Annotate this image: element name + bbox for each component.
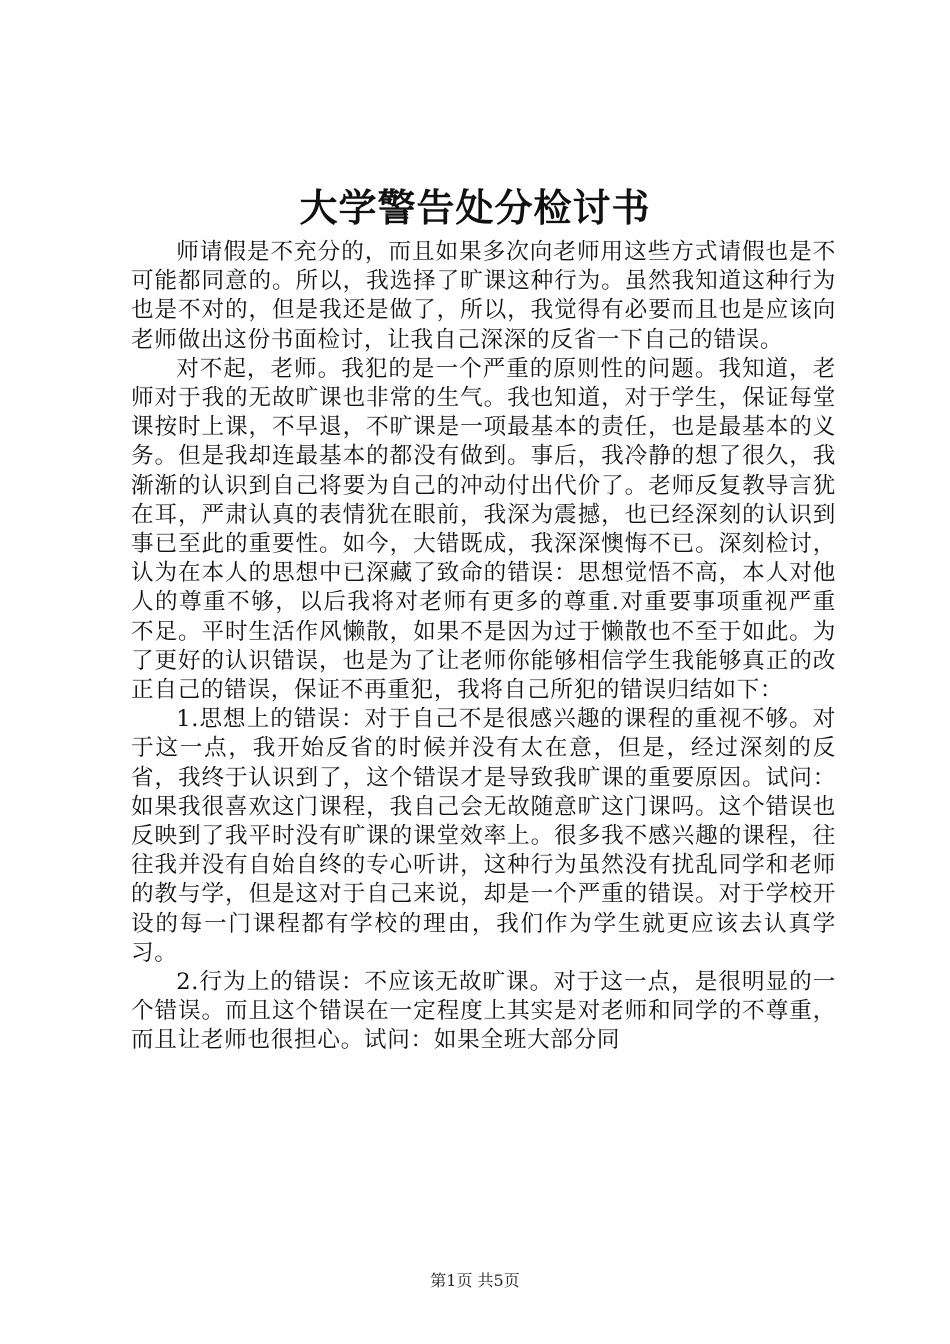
document-title: 大学警告处分检讨书: [299, 186, 651, 230]
paragraph: 师请假是不充分的，而且如果多次向老师用这些方式请假也是不可能都同意的。所以，我选择了旷课这种行为。虽然我知道这种行为也是不对的，但是我还是做了，所以，我觉得有必要而且也是应该向老师做出这份书面检讨，让我自己深深的反省一下自己的错误。: [131, 239, 836, 353]
page-number-footer: 第1页 共5页: [430, 1271, 520, 1290]
paragraph: 1.思想上的错误：对于自己不是很感兴趣的课程的重视不够。对于这一点，我开始反省的时候并没有太在意，但是，经过深刻的反省，我终于认识到了，这个错误才是导致我旷课的重要原因。试问：如果我很喜欢这门课程，我自己会无故随意旷这门课吗。这个错误也反映到了我平时没有旷课的课堂效率上。很多我不感兴趣的课程，往往我并没有自始自终的专心听讲，这种行为虽然没有扰乱同学和老师的教与学，但是这对于自己来说，却是一个严重的错误。对于学校开设的每一门课程都有学校的理由，我们作为学生就更应该去认真学习。: [131, 706, 836, 966]
document-body: [131, 238, 836, 1056]
paragraph: 2.行为上的错误：不应该无故旷课。对于这一点，是很明显的一个错误。而且这个错误在一定程度上其实是对老师和同学的不尊重，而且让老师也很担心。试问：如果全班大部分同: [131, 969, 836, 1054]
paragraph: 对不起，老师。我犯的是一个严重的原则性的问题。我知道，老师对于我的无故旷课也非常的生气。我也知道，对于学生，保证每堂课按时上课，不早退，不旷课是一项最基本的责任，也是最基本的义务。但是我却连最基本的都没有做到。事后，我冷静的想了很久，我渐渐的认识到自己将要为自己的冲动付出代价了。老师反复教导言犹在耳，严肃认真的表情犹在眼前，我深为震撼，也已经深刻的认识到事已至此的重要性。如今，大错既成，我深深懊悔不已。深刻检讨，认为在本人的思想中已深藏了致命的错误：思想觉悟不高，本人对他人的尊重不够，以后我将对老师有更多的尊重.对重要事项重视严重不足。平时生活作风懒散，如果不是因为过于懒散也不至于如此。为了更好的认识错误，也是为了让老师你能够相信学生我能够真正的改正自己的错误，保证不再重犯，我将自己所犯的错误归结如下：: [131, 355, 836, 704]
